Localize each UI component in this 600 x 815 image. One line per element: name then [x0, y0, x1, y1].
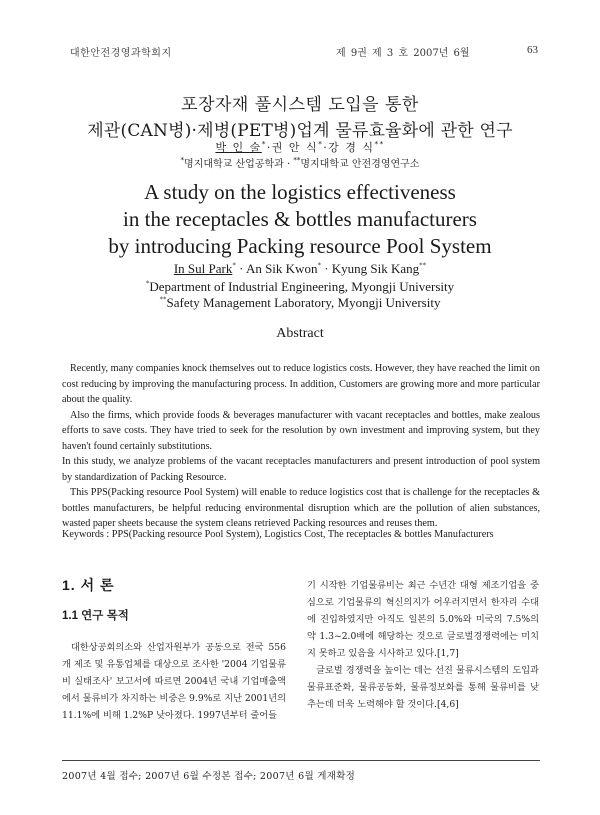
- korean-authors: [0, 139, 600, 155]
- author-mark: **: [419, 261, 427, 270]
- english-title-line-3: by introducing Packing resource Pool System: [108, 234, 492, 258]
- english-author-3: · Kyung Sik Kang: [320, 261, 420, 276]
- korean-author-1: 박 인 술: [215, 141, 262, 154]
- english-author-1: In Sul Park: [173, 261, 233, 276]
- abstract-heading: Abstract: [276, 326, 324, 341]
- korean-title-line-2: 제관(CAN병)·제병(PET병)업계 물류효율화에 관한 연구: [87, 121, 513, 141]
- footnote-divider: [62, 760, 540, 761]
- author-mark: *: [232, 261, 236, 270]
- page-number: 63: [527, 44, 538, 56]
- korean-author-3: ·강 경 식: [323, 141, 375, 154]
- author-mark: **: [374, 140, 385, 149]
- left-column: [62, 575, 286, 724]
- english-affiliation-2: [0, 295, 600, 311]
- affiliation-mark: *: [180, 156, 185, 165]
- left-column-paragraph: 대한상공회의소와 산업자원부가 공동으로 전국 556개 제조 및 유통업체를 대상으로 조사한 '2004 기업물류비 실태조사' 보고서에 따르면 2004년 국내 기업매출액에서 물류비가 차지하는 비중은 9.9%로 지난 2001년의 11.1%에 비해 1.2%P 낮아졌다. 1997년부터 줄어들: [62, 642, 286, 721]
- section-1-heading: 1. 서 론: [62, 577, 115, 593]
- korean-affiliation-1: 명지대학교 산업공학과 ·: [184, 159, 294, 170]
- korean-title-line-1: 포장자재 풀시스템 도입을 통한: [181, 95, 419, 115]
- author-mark: *: [317, 261, 321, 270]
- affiliation-mark: *: [145, 279, 150, 288]
- abstract-paragraph-1: Recently, many companies knock themselves out to reduce logistics costs. However, they have reached the limit on cost reducing by improving the manufacturing process. In addition, Customers are growing more and more particular about the quality.: [62, 363, 540, 405]
- issue-info: 제 9권 제 3 호 2007년 6월: [336, 48, 470, 59]
- english-title-line-1: A study on the logistics effectiveness: [144, 180, 456, 204]
- korean-affiliations: [0, 155, 600, 170]
- affiliation-mark: **: [159, 295, 167, 304]
- english-affiliation-2-text: Safety Management Laboratory, Myongji University: [166, 295, 441, 310]
- author-mark: *: [261, 140, 267, 149]
- abstract-body: [62, 361, 540, 532]
- running-header: [70, 44, 538, 58]
- abstract-paragraph-2: Also the firms, which provide foods & beverages manufacturer with vacant receptacles and bottles, make zealous efforts to save costs. They have tried to seek for the resolution by own investment and improving system, but they haven't found certainly substitutions.: [62, 409, 540, 452]
- korean-author-2: ·권 안 식: [266, 141, 319, 154]
- english-affiliation-1: [0, 279, 600, 295]
- received-date-footnote: 2007년 4월 접수; 2007년 6월 수정본 접수; 2007년 6월 게재확정: [62, 771, 356, 782]
- abstract-paragraph-3: In this study, we analyze problems of the vacant receptacles manufacturers and present introduction of pool system by standardization of Packing Resource.: [62, 456, 540, 483]
- english-authors: [0, 261, 600, 277]
- english-affiliation-1-text: Department of Industrial Engineering, Myongji University: [149, 279, 455, 294]
- keywords-line: Keywords : PPS(Packing resource Pool System), Logistics Cost, The receptacles & bottles Manufacturers: [62, 529, 494, 540]
- author-mark: *: [318, 140, 324, 149]
- section-1-1-heading: 1.1 연구 목적: [62, 610, 129, 622]
- abstract-paragraph-4: This PPS(Packing resource Pool System) will enable to reduce logistics cost that is challenge for the receptacles & bottles manufacturers, be helpful reducing environmental disruption which are the pollution of alien substances, wasted paper sheets because the system cleans retrieved Packing resources and reuses them.: [62, 487, 540, 529]
- english-title-line-2: in the receptacles & bottles manufacturers: [123, 207, 477, 231]
- affiliation-mark: **: [293, 156, 301, 165]
- journal-name: 대한안전경영과학회지: [70, 48, 172, 59]
- korean-affiliation-2: 명지대학교 안전경영연구소: [300, 159, 420, 170]
- right-column-paragraph-2: 글로벌 경쟁력을 높이는 데는 선진 물류시스템의 도입과 물류표준화, 물류공동화, 물류정보화를 통해 물류비를 낮추는데 더욱 노력해야 할 것이다.[4,6]: [307, 665, 539, 710]
- right-column: [307, 577, 539, 713]
- right-column-paragraph-1: 기 시작한 기업물류비는 최근 수년간 대형 제조기업을 중심으로 기업물류의 혁신의지가 어우러지면서 한자리 수대에 진입하였지만 아직도 일본의 5.0%와 미국의 7.5%의 약 1.3~2.0배에 해당하는 것으로 글로벌경쟁력에는 미치지 못하고 있음을 시사하고 있다.[1,7]: [307, 580, 539, 659]
- english-author-2: · An Sik Kwon: [235, 261, 318, 276]
